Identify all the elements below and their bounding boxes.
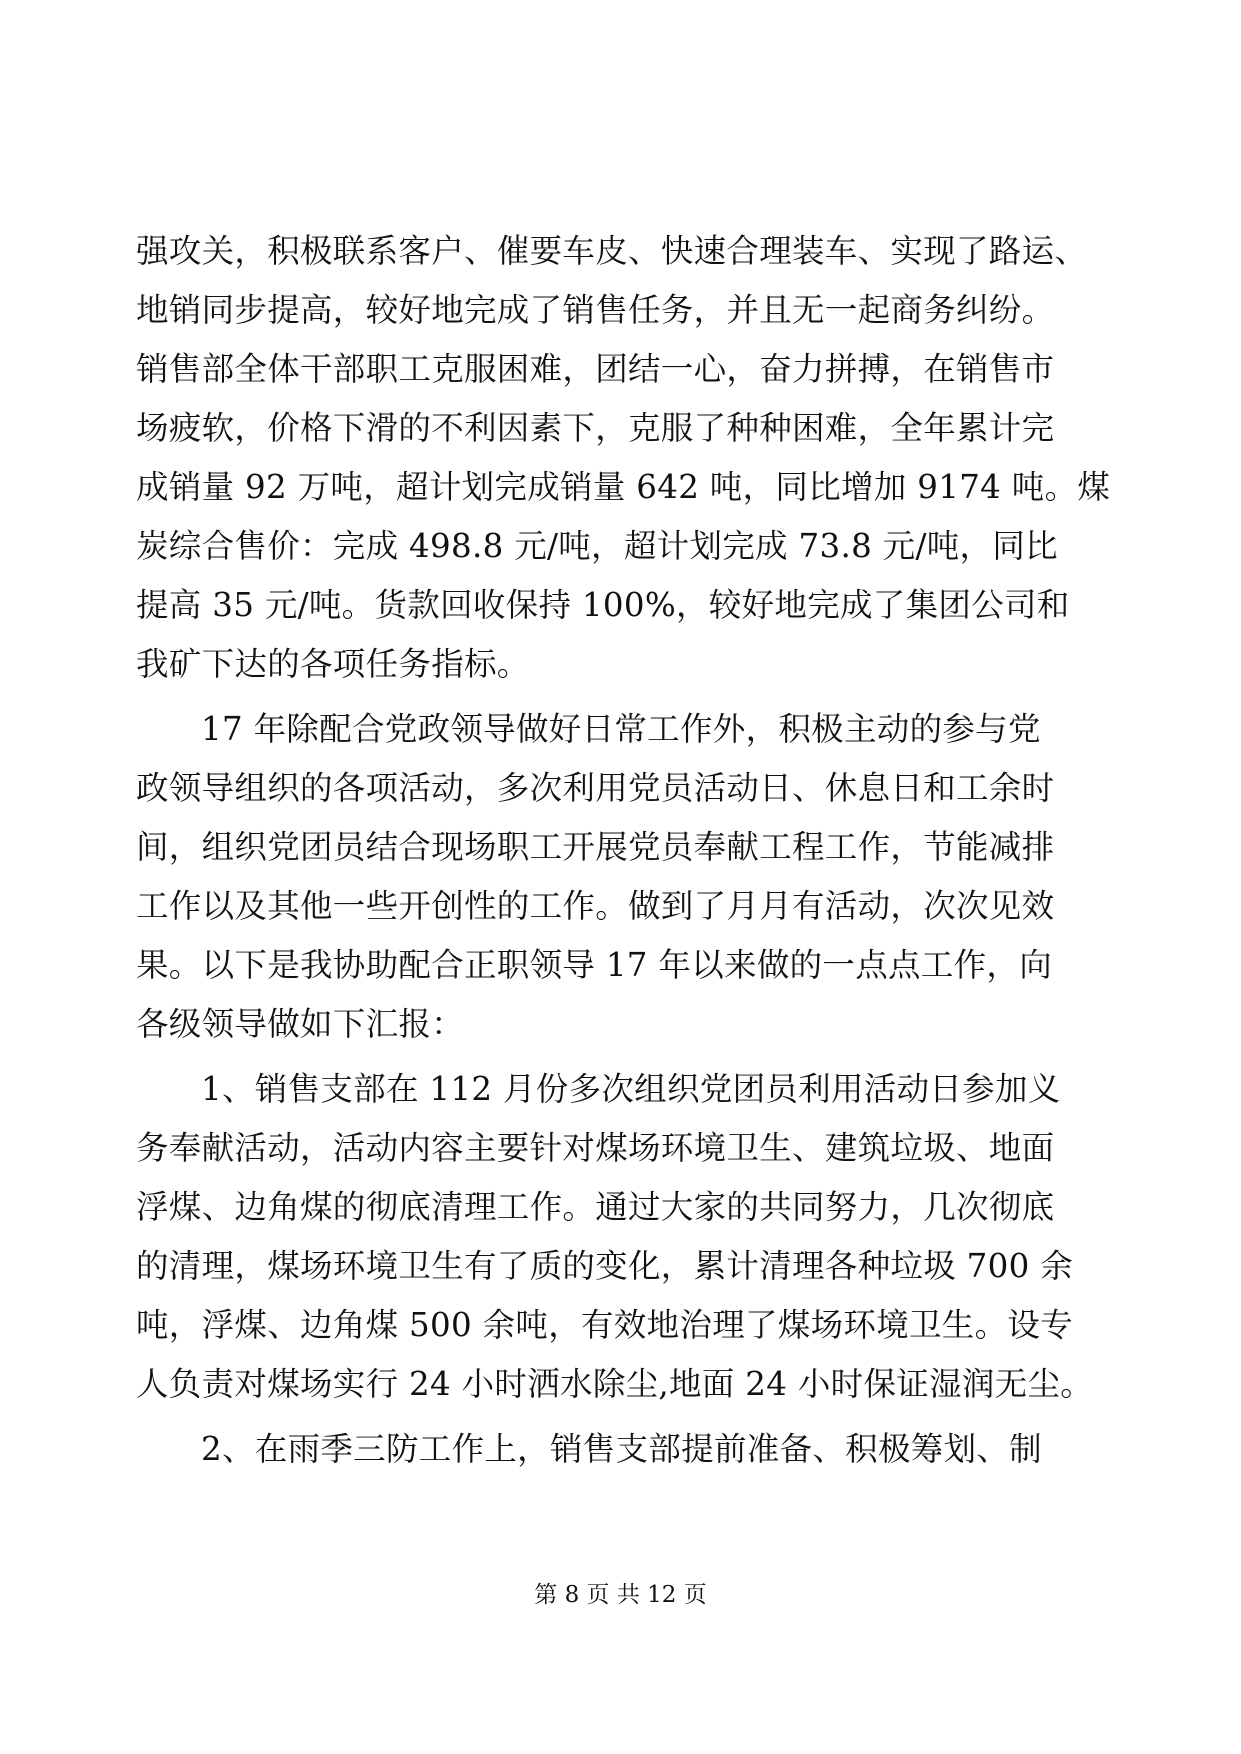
text-line: 政领导组织的各项活动，多次利用党员活动日、休息日和工余时 <box>136 769 1055 807</box>
text-line: 务奉献活动，活动内容主要针对煤场环境卫生、建筑垃圾、地面 <box>136 1129 1055 1167</box>
text-line: 强攻关，积极联系客户、催要车皮、快速合理装车、实现了路运、 <box>136 232 1088 270</box>
text-line: 炭综合售价：完成 498.8 元/吨，超计划完成 73.8 元/吨，同比 <box>136 527 1058 565</box>
text-line: 我矿下达的各项任务指标。 <box>136 645 530 683</box>
text-line: 的清理，煤场环境卫生有了质的变化，累计清理各种垃圾 700 余 <box>136 1247 1073 1285</box>
page-number-footer: 第 8 页 共 12 页 <box>534 1582 707 1608</box>
text-line: 销售部全体干部职工克服困难，团结一心，奋力拼搏，在销售市 <box>136 350 1055 388</box>
text-line: 浮煤、边角煤的彻底清理工作。通过大家的共同努力，几次彻底 <box>136 1188 1055 1226</box>
text-line: 成销量 92 万吨，超计划完成销量 642 吨，同比增加 9174 吨。煤 <box>136 468 1111 506</box>
text-line: 场疲软，价格下滑的不利因素下，克服了种种困难，全年累计完 <box>136 409 1055 447</box>
text-line: 1、销售支部在 112 月份多次组织党团员利用活动日参加义 <box>201 1070 1061 1108</box>
text-line: 人负责对煤场实行 24 小时洒水除尘,地面 24 小时保证湿润无尘。 <box>136 1365 1094 1403</box>
text-line: 间，组织党团员结合现场职工开展党员奉献工程工作，节能减排 <box>136 828 1055 866</box>
paragraph <box>136 222 1111 694</box>
text-line: 提高 35 元/吨。货款回收保持 100%，较好地完成了集团公司和 <box>136 586 1070 624</box>
paragraph <box>136 1420 1076 1479</box>
document-body <box>136 222 1111 1479</box>
text-line: 吨，浮煤、边角煤 500 余吨，有效地治理了煤场环境卫生。设专 <box>136 1306 1073 1344</box>
text-line: 地销同步提高，较好地完成了销售任务，并且无一起商务纠纷。 <box>136 291 1055 329</box>
text-line: 17 年除配合党政领导做好日常工作外，积极主动的参与党 <box>201 710 1041 748</box>
text-line: 各级领导做如下汇报： <box>136 1005 465 1043</box>
text-line: 果。以下是我协助配合正职领导 17 年以来做的一点点工作，向 <box>136 946 1053 984</box>
text-line: 工作以及其他一些开创性的工作。做到了月月有活动，次次见效 <box>136 887 1055 925</box>
text-line: 2、在雨季三防工作上，销售支部提前准备、积极筹划、制 <box>201 1430 1042 1468</box>
paragraph <box>136 700 1076 1054</box>
paragraph <box>136 1060 1094 1414</box>
